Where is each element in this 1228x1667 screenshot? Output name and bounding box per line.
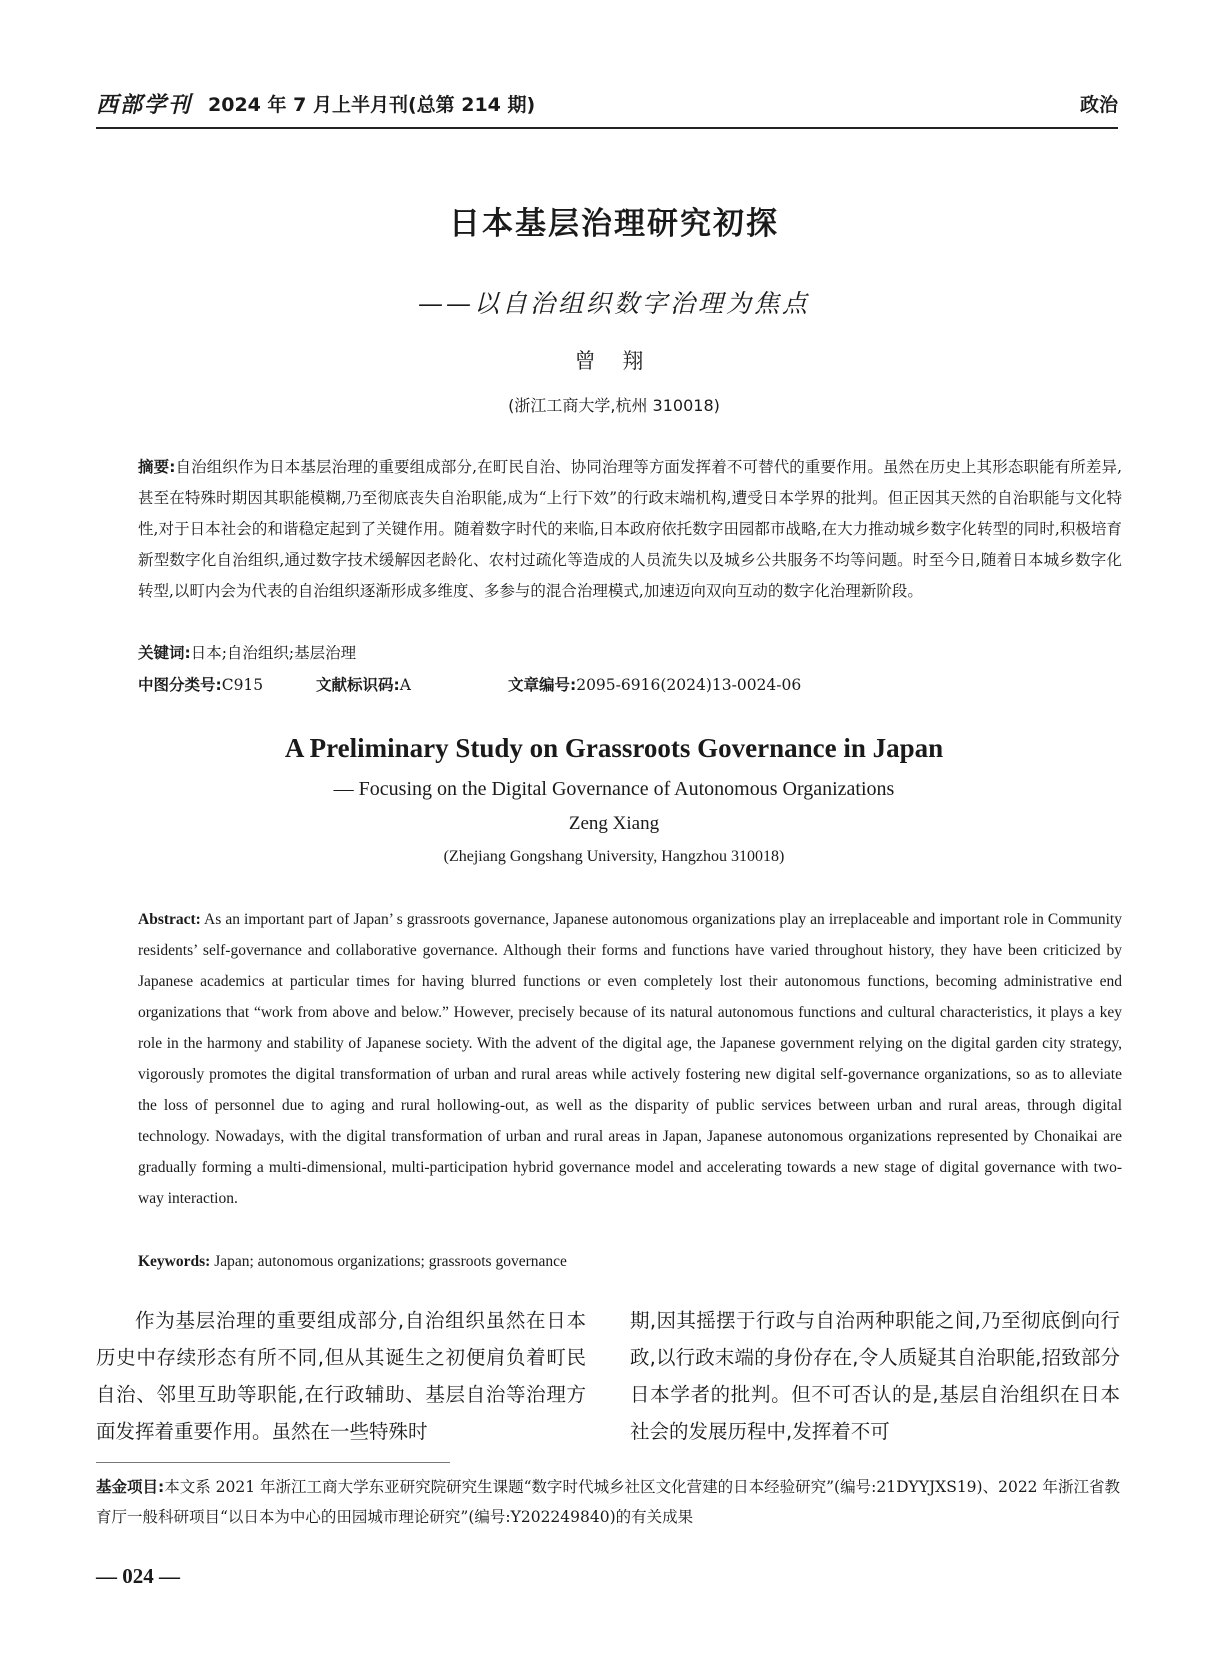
title-chinese: 日本基层治理研究初探 xyxy=(449,206,779,242)
article-number xyxy=(508,670,801,701)
section-label: 政治 xyxy=(1079,94,1118,116)
header-rule xyxy=(96,127,1118,129)
abstract-chinese-label: 摘要: xyxy=(138,458,176,476)
abstract-english-label: Abstract: xyxy=(138,911,201,928)
document-code-value: A xyxy=(399,676,411,694)
funding-label: 基金项目: xyxy=(96,1478,165,1496)
funding-text: 本文系 2021 年浙江工商大学东亚研究院研究生课题“数字时代城乡社区文化营建的日本经验研究”(编号:21DYYJXS19)、2022 年浙江省教育厅一般科研项目“以日本为中心的田园城市理论研究”(编号:Y202249840)的有关成果 xyxy=(96,1478,1120,1526)
issue-info: 2024 年 7 月上半月刊(总第 214 期) xyxy=(208,94,536,116)
abstract-chinese-text: 自治组织作为日本基层治理的重要组成部分,在町民自治、协同治理等方面发挥着不可替代的重要作用。虽然在历史上其形态职能有所差异,甚至在特殊时期因其职能模糊,乃至彻底丧失自治职能,成为“上行下效”的行政末端机构,遭受日本学界的批判。但正因其天然的自治职能与文化特性,对于日本社会的和谐稳定起到了关键作用。随着数字时代的来临,日本政府依托数字田园都市战略,在大力推动城乡数字化转型的同时,积极培育新型数字化自治组织,通过数字技术缓解因老龄化、农村过疏化等造成的人员流失以及城乡公共服务不均等问题。时至今日,随着日本城乡数字化转型,以町内会为代表的自治组织逐渐形成多维度、多参与的混合治理模式,加速迈向双向互动的数字化治理新阶段。 xyxy=(138,458,1123,600)
funding-note xyxy=(96,1472,1120,1532)
keywords-english-label: Keywords: xyxy=(138,1253,211,1270)
document-code-label: 文献标识码: xyxy=(316,676,400,694)
body-column-right: 期,因其摇摆于行政与自治两种职能之间,乃至彻底倒向行政,以行政末端的身份存在,令人质疑其自治职能,招致部分日本学者的批判。但不可否认的是,基层自治组织在日本社会的发展历程中,发挥着不可 xyxy=(630,1309,1120,1443)
article-number-label: 文章编号: xyxy=(508,676,577,694)
title-english: A Preliminary Study on Grassroots Governance in Japan xyxy=(284,733,944,763)
affiliation-english: (Zhejiang Gongshang University, Hangzhou 310018) xyxy=(443,848,785,865)
classification-row xyxy=(138,670,1122,701)
subtitle-english: — Focusing on the Digital Governance of Autonomous Organizations xyxy=(333,778,895,800)
page-number: — 024 — xyxy=(96,1564,180,1588)
running-header xyxy=(96,84,1118,124)
footnote-rule xyxy=(96,1462,450,1463)
author-chinese: 曾 翔 xyxy=(574,349,654,373)
clc-label: 中图分类号: xyxy=(138,676,222,694)
document-code xyxy=(316,670,411,701)
subtitle-chinese: ——以自治组织数字治理为焦点 xyxy=(417,289,810,318)
author-english: Zeng Xiang xyxy=(568,813,660,834)
journal-name: 西部学刊 xyxy=(96,92,193,118)
affiliation-chinese: (浙江工商大学,杭州 310018) xyxy=(508,396,720,415)
clc-number xyxy=(138,670,263,701)
article-number-value: 2095-6916(2024)13-0024-06 xyxy=(576,676,802,694)
keywords-chinese-text: 日本;自治组织;基层治理 xyxy=(190,644,357,662)
keywords-english xyxy=(138,1246,567,1277)
abstract-chinese xyxy=(138,452,1122,607)
clc-value: C915 xyxy=(221,676,264,694)
keywords-chinese-label: 关键词: xyxy=(138,644,191,662)
keywords-chinese xyxy=(138,638,356,669)
keywords-english-text: Japan; autonomous organizations; grassroots governance xyxy=(210,1253,567,1270)
abstract-english xyxy=(138,904,1122,1214)
body-column-left: 作为基层治理的重要组成部分,自治组织虽然在日本历史中存续形态有所不同,但从其诞生之初便肩负着町民自治、邻里互助等职能,在行政辅助、基层自治等治理方面发挥着重要作用。虽然在一些特殊时 xyxy=(96,1309,586,1443)
abstract-english-text: As an important part of Japan’ s grassroots governance, Japanese autonomous organizations play an irreplaceable and important role in Community residents’ self-governance and collaborative governance. Although their forms and functions have varied throughout history, they have been criticized by Japanese academics at particular times for having blurred functions or even completely lost their autonomous functions, becoming administrative end organizations that “work from above and below.” However, precisely because of its natural autonomous functions and cultural characteristics, it plays a key role in the harmony and stability of Japanese society. With the advent of the digital age, the Japanese government relying on the digital garden city strategy, vigorously promotes the digital transformation of urban and rural areas while actively fostering new digital self-governance organizations, so as to alleviate the loss of personnel due to aging and rural hollowing-out, as well as the disparity of public services between urban and rural areas, through digital technology. Nowadays, with the digital transformation of urban and rural areas in Japan, Japanese autonomous organizations represented by Chonaikai are gradually forming a multi-dimensional, multi-participation hybrid governance model and accelerating towards a new stage of digital governance with two-way interaction. xyxy=(138,911,1122,1207)
